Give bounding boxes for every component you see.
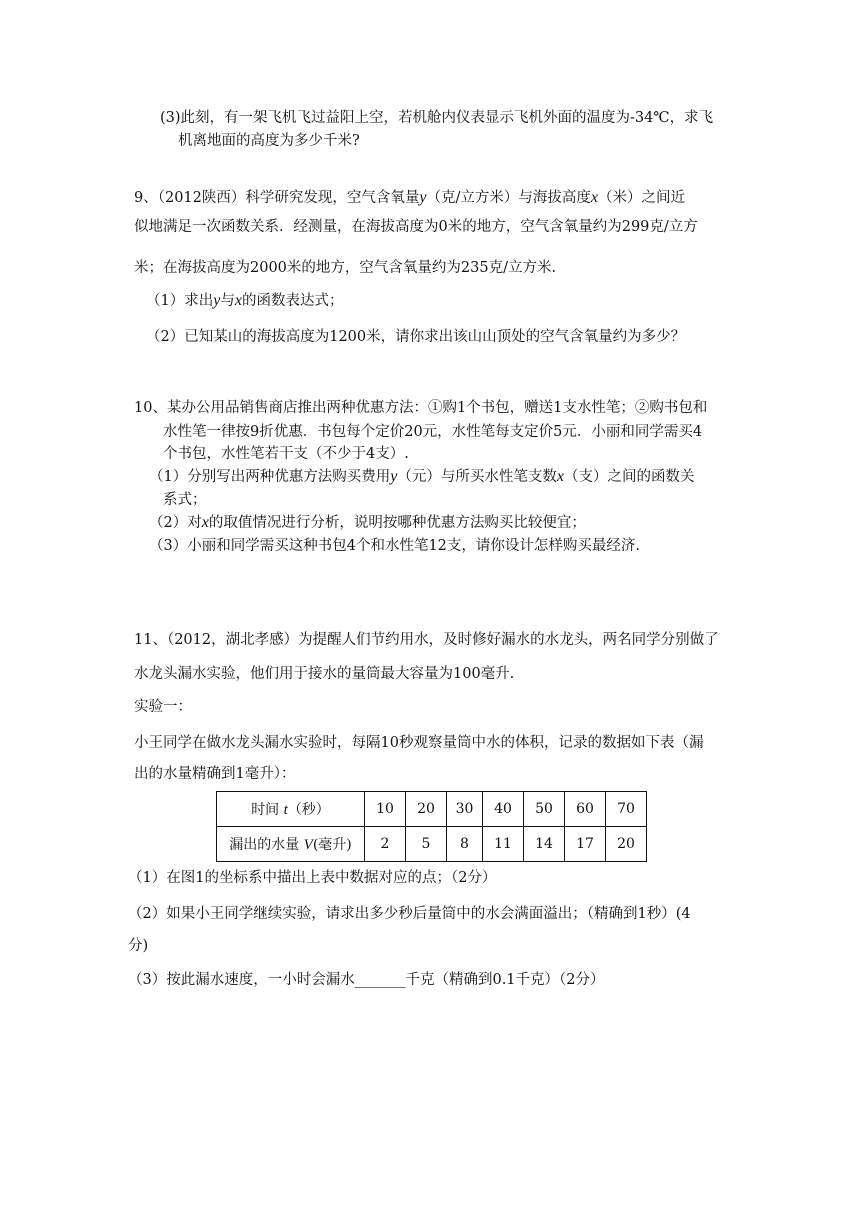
table-cell-time: 50 <box>524 792 565 827</box>
q11-part1: （1）在图1的坐标系中描出上表中数据对应的点；（2分） <box>128 870 497 886</box>
table-header-volume <box>217 827 365 862</box>
q9-line1 <box>134 188 685 208</box>
q9-part1 <box>146 291 343 311</box>
q10-part1 <box>149 467 694 487</box>
q10-line2: 水性笔一律按9折优惠．书包每个定价20元，水性笔每支定价5元．小丽和同学需买4 <box>163 424 703 440</box>
q11-part2-line1: （2）如果小王同学继续实验，请求出多少秒后量筒中的水会满面溢出；（精确到1秒）(4 <box>128 906 691 922</box>
table-cell-time: 20 <box>406 792 447 827</box>
q9-var-x: x <box>590 189 598 206</box>
q10-part1-text-a: （1）分别写出两种优惠方法购买费用 <box>149 469 391 485</box>
q9-part1-text-b: 与 <box>220 293 235 309</box>
q9-part1-var-y: y <box>213 292 221 309</box>
q9-part1-var-x: x <box>234 292 242 309</box>
table-cell-volume: 8 <box>447 827 483 862</box>
q9-line1-text-b: （克/立方米）与海拔高度 <box>426 190 591 206</box>
q10-part2-text-b: 的取值情况进行分析，说明按哪种优惠方法购买比较便宜； <box>208 515 586 531</box>
q10-part1-text-c: （支）之间的函数关 <box>563 469 695 485</box>
q10-part1-var-y: y <box>390 468 398 485</box>
table-cell-volume: 14 <box>524 827 565 862</box>
q10-part1-cont: 系式； <box>163 492 207 508</box>
volume-unit: (毫升) <box>312 837 352 853</box>
q10-part2-var-x: x <box>201 514 209 531</box>
q10-part3: （3）小丽和同学需买这种书包4个和水性笔12支，请你设计怎样购买最经济. <box>149 538 641 554</box>
table-cell-time: 60 <box>565 792 606 827</box>
table-cell-time: 70 <box>606 792 647 827</box>
table-cell-time: 10 <box>365 792 406 827</box>
q9-part2: （2）已知某山的海拔高度为1200米，请你求出该山山顶处的空气含氧量约为多少？ <box>146 329 686 345</box>
table-row-time <box>217 792 647 827</box>
q11-desc-line2: 出的水量精确到1毫升）： <box>134 766 296 782</box>
table-cell-volume: 5 <box>406 827 447 862</box>
q9-line3: 米；在海拔高度为2000米的地方，空气含氧量约为235克/立方米. <box>134 260 557 276</box>
q11-part2-line2: 分) <box>128 938 149 954</box>
q9-line2: 似地满足一次函数关系．经测量，在海拔高度为0米的地方，空气含氧量约为299克/立方 <box>134 219 698 235</box>
time-label: 时间 <box>251 802 280 818</box>
table-cell-volume: 20 <box>606 827 647 862</box>
time-unit: （秒） <box>287 802 330 818</box>
volume-var-v: V <box>303 837 313 853</box>
table-cell-time: 40 <box>483 792 524 827</box>
q9-part1-text-c: 的函数表达式； <box>241 293 344 309</box>
volume-label: 漏出的水量 <box>229 837 300 853</box>
q10-part2 <box>149 513 586 533</box>
q11-line1: 11、（2012，湖北孝感）为提醒人们节约用水，及时修好漏水的水龙头，两名同学分别做了 <box>134 632 719 648</box>
leak-data-table <box>216 791 647 862</box>
q9-var-y: y <box>419 189 427 206</box>
time-var-t: t <box>283 802 288 818</box>
q11-desc-line1: 小王同学在做水龙头漏水实验时，每隔10秒观察量筒中水的体积，记录的数据如下表（漏 <box>134 735 704 751</box>
q9-line1-text-c: （米）之间近 <box>598 190 685 206</box>
table-cell-time: 30 <box>447 792 483 827</box>
table-cell-volume: 11 <box>483 827 524 862</box>
q10-part1-var-x: x <box>556 468 564 485</box>
q11-part3: （3）按此漏水速度，一小时会漏水_______千克（精确到0.1千克）（2分） <box>128 972 605 988</box>
q10-part2-text-a: （2）对 <box>149 515 202 531</box>
q10-part1-text-b: （元）与所买水性笔支数 <box>397 469 557 485</box>
table-cell-volume: 2 <box>365 827 406 862</box>
table-cell-volume: 17 <box>565 827 606 862</box>
q11-experiment-title: 实验一： <box>134 699 192 715</box>
q9-line1-text-a: 9、（2012陕西）科学研究发现，空气含氧量 <box>134 190 420 206</box>
q10-line1: 10、某办公用品销售商店推出两种优惠方法：①购1个书包，赠送1支水性笔；②购书包和 <box>134 400 708 416</box>
q11-line2: 水龙头漏水实验，他们用于接水的量筒最大容量为100毫升. <box>134 666 515 682</box>
q8-part3-line2: 机离地面的高度为多少千米? <box>178 133 360 149</box>
table-header-time <box>217 792 365 827</box>
table-row-volume <box>217 827 647 862</box>
q10-line3: 个书包，水性笔若干支（不少于4支）. <box>163 446 409 462</box>
q9-part1-text-a: （1）求出 <box>146 293 214 309</box>
q8-part3-line1: (3)此刻，有一架飞机飞过益阳上空，若机舱内仪表显示飞机外面的温度为-34℃，求飞 <box>160 110 714 126</box>
